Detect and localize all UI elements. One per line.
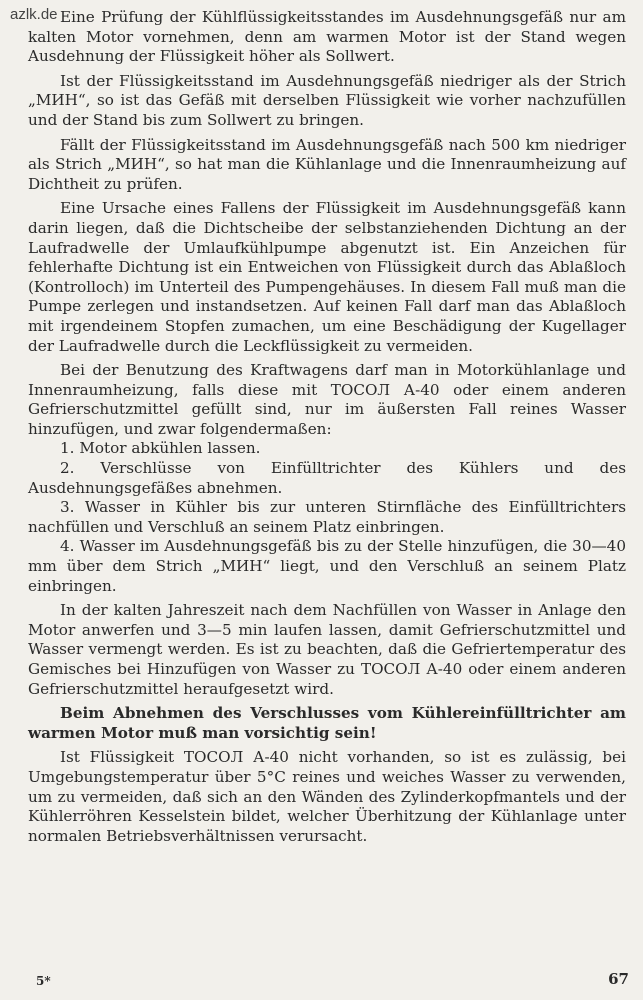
paragraph: Bei der Benutzung des Kraftwagens darf man in Motorkühlanlage und Innenraumheizung, falls diese mit ТОСОЛ А-40 oder einem anderen Gefrierschutzmittel gefüllt sind, nur im äußersten Fall reines Wasser hinzufügen, und zwar folgendermaßen: [28, 361, 626, 438]
paragraph: Fällt der Flüssigkeitsstand im Ausdehnungsgefäß nach 500 km niedriger als Strich „МИН“, so hat man die Kühlanlage und die Innenraumheizung auf Dichtheit zu prüfen. [28, 135, 626, 193]
list-item: 2. Verschlüsse von Einfülltrichter des Kühlers und des Ausdehnungsgefäßes abnehmen. [28, 459, 626, 497]
page-number: 67 [608, 970, 629, 988]
paragraph: Ist Flüssigkeit ТОСОЛ А-40 nicht vorhanden, so ist es zulässig, bei Umgebungstemperatur über 5°C reines und weiches Wasser zu verwenden, um zu vermeiden, daß sich an den Wänden des Zylinderkopfmantels und der Kühlerröhren Kesselstein bildet, welcher Überhitzung der Kühlanlage unter normalen Betriebsverhältnissen verursacht. [28, 748, 626, 845]
list-item: 1. Motor abkühlen lassen. [60, 439, 261, 458]
list-item: 4. Wasser im Ausdehnungsgefäß bis zu der Stelle hinzufügen, die 30—40 mm über dem Strich „МИН“ liegt, und den Verschluß an seinem Platz einbringen. [28, 537, 626, 595]
page-body [28, 8, 626, 851]
paragraph: Eine Ursache eines Fallens der Flüssigkeit im Ausdehnungsgefäß kann darin liegen, daß die Dichtscheibe der selbstanziehenden Dichtung an der Laufradwelle der Umlaufkühlpumpe abgenutzt ist. Ein Anzeichen für fehlerhafte Dichtung ist ein Entweichen von Flüssigkeit durch das Ablaßloch (Kontrolloch) im Unterteil des Pumpengehäuses. In diesem Fall muß man die Pumpe zerlegen und instandsetzen. Auf keinen Fall darf man das Ablaßloch mit irgendeinem Stopfen zumachen, um eine Beschädigung der Kugellager der Laufradwelle durch die Leckflüssigkeit zu vermeiden. [28, 199, 626, 355]
list-item: 3. Wasser in Kühler bis zur unteren Stirnfläche des Einfülltrichters nachfüllen und Verschluß an seinem Platz einbringen. [28, 498, 626, 536]
warning-text: Beim Abnehmen des Verschlusses vom Kühlereinfülltrichter am warmen Motor muß man vorsichtig sein! [28, 704, 626, 742]
paragraph: Eine Prüfung der Kühlflüssigkeitsstandes im Ausdehnungsgefäß nur am kalten Motor vornehmen, denn am warmen Motor ist der Stand wegen Ausdehnung der Flüssigkeit höher als Sollwert. [28, 8, 626, 66]
signature-mark: 5* [36, 974, 51, 988]
paragraph: Ist der Flüssigkeitsstand im Ausdehnungsgefäß niedriger als der Strich „МИН“, so ist das Gefäß mit derselben Flüssigkeit wie vorher nachzufüllen und der Stand bis zum Sollwert zu bringen. [28, 71, 626, 129]
paragraph: In der kalten Jahreszeit nach dem Nachfüllen von Wasser in Anlage den Motor anwerfen und 3—5 min laufen lassen, damit Gefrierschutzmittel und Wasser vermengt werden. Es ist zu beachten, daß die Gefriertemperatur des Gemisches bei Hinzufügen von Wasser zu ТОСОЛ А-40 oder einem anderen Gefrierschutzmittel heraufgesetzt wird. [28, 601, 626, 698]
watermark: azlk.de [10, 6, 58, 23]
